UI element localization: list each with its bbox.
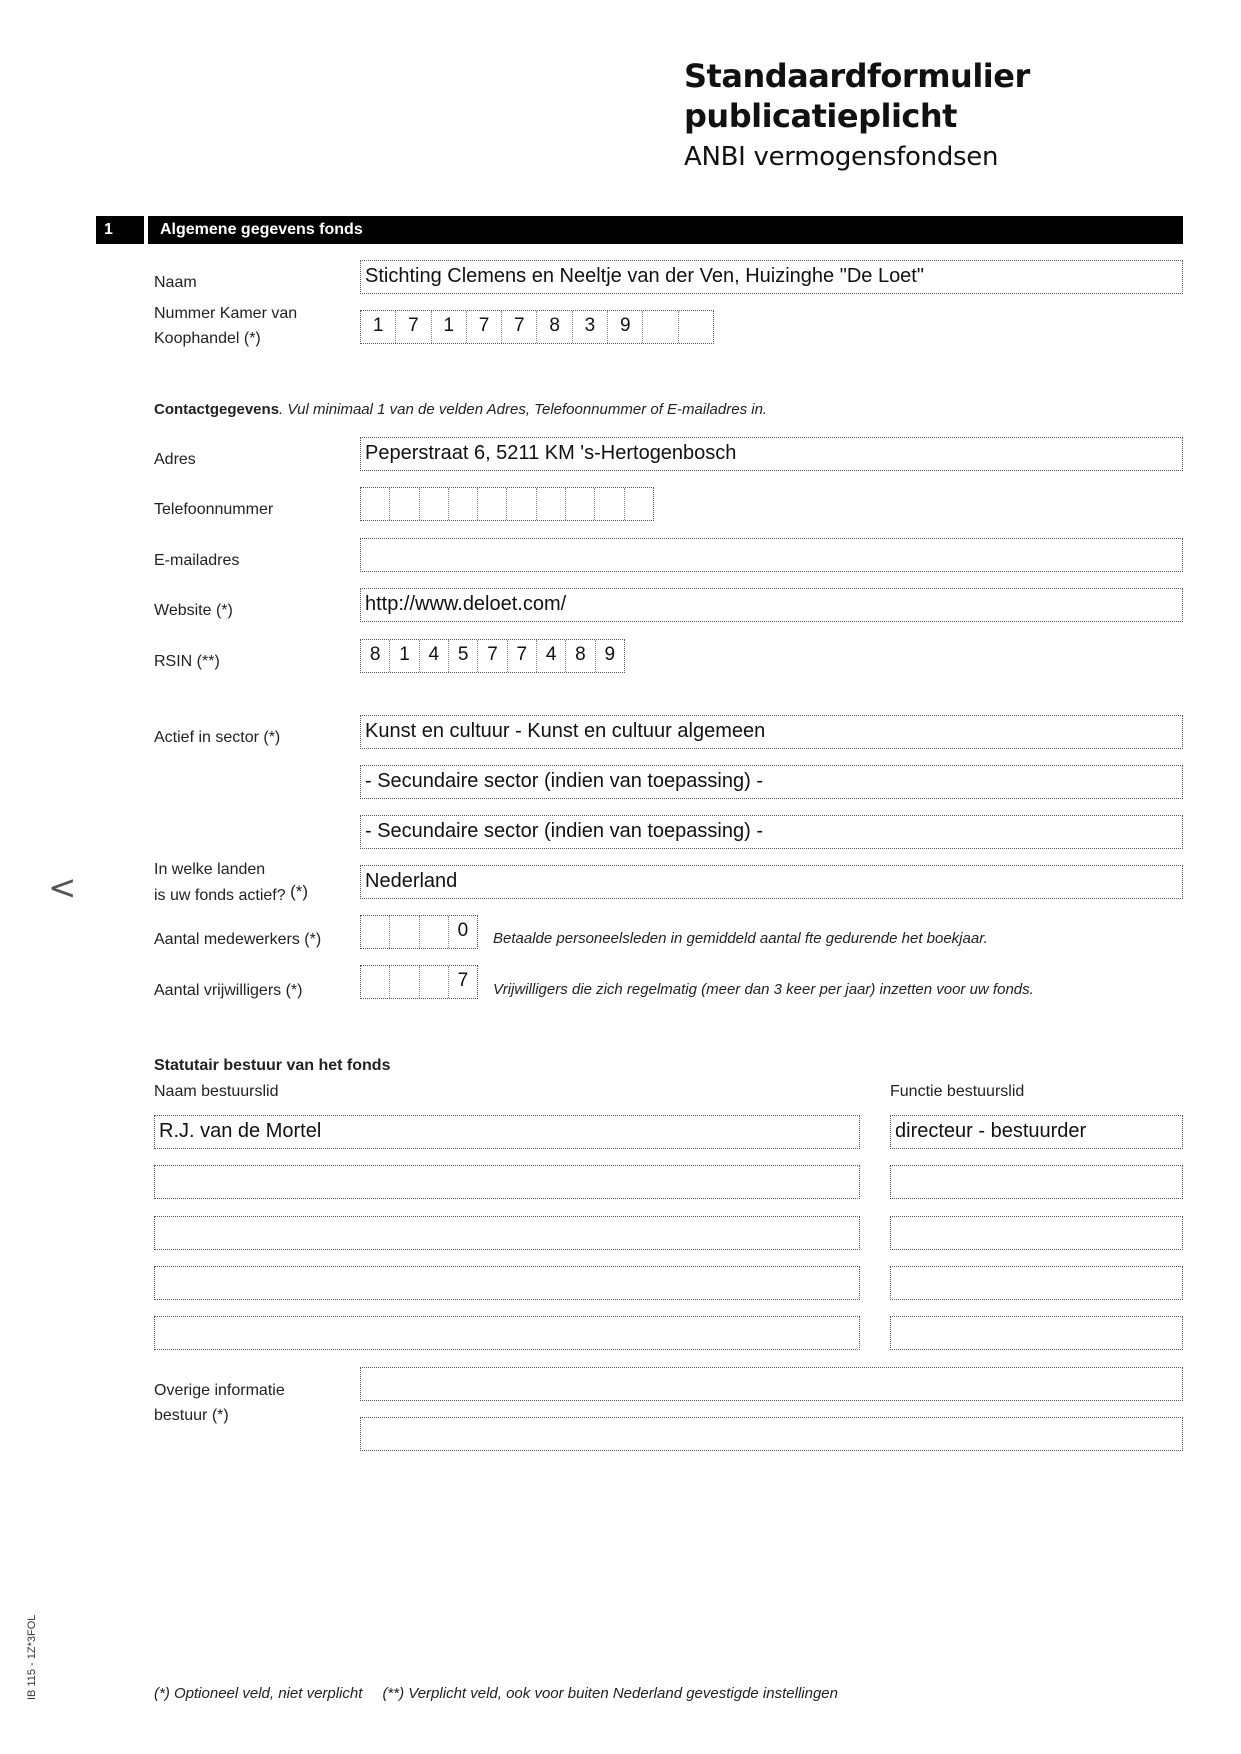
digit-cell: [420, 966, 449, 998]
digit-cell: 9: [608, 311, 643, 343]
digit-cell: [361, 916, 390, 948]
digit-cell: 7: [457, 970, 469, 991]
bestuurslid-functie-field[interactable]: directeur - bestuurder: [890, 1115, 1183, 1149]
sector-primary-select[interactable]: Kunst en cultuur - Kunst en cultuur algemeen: [360, 715, 1183, 749]
bestuur-col-functie: Functie bestuurslid: [890, 1083, 1025, 1100]
digit-cell: 0: [457, 920, 469, 941]
digit-cell: 8: [566, 640, 595, 672]
bestuurslid-functie-field[interactable]: [890, 1216, 1183, 1250]
digit-cell: [449, 488, 478, 520]
form-code: IB 115 - 1Z*3FOL: [26, 1614, 38, 1700]
overig-label-line2: bestuur (*): [154, 1407, 229, 1424]
telefoon-field[interactable]: [360, 487, 654, 521]
digit-cell: [390, 916, 419, 948]
medewerkers-label: Aantal medewerkers (*): [154, 931, 322, 948]
sector-secondary2-select[interactable]: - Secundaire sector (indien van toepassing) -: [360, 815, 1183, 849]
digit-cell: [537, 488, 566, 520]
digit-cell: 5: [449, 640, 478, 672]
naam-field[interactable]: Stichting Clemens en Neeltje van der Ven, Huizinghe "De Loet": [360, 260, 1183, 294]
bestuur-heading: Statutair bestuur van het fonds: [154, 1057, 391, 1074]
digit-cell: [679, 311, 713, 343]
rsin-label: RSIN (**): [154, 653, 220, 670]
bestuurslid-functie-field[interactable]: [890, 1316, 1183, 1350]
landen-label-line1: In welke landen: [154, 861, 266, 878]
bestuurslid-naam-field[interactable]: [154, 1316, 860, 1350]
digit-cell: 9: [604, 644, 616, 665]
naam-label: Naam: [154, 274, 197, 291]
website-field[interactable]: http://www.deloet.com/: [360, 588, 1183, 622]
landen-label-line2: [154, 882, 308, 908]
kvk-label-line1: Nummer Kamer van: [154, 305, 298, 322]
digit-cell: [390, 966, 419, 998]
bestuurslid-naam-field[interactable]: [154, 1216, 860, 1250]
digit-cell: 8: [361, 640, 390, 672]
sector-secondary1-select[interactable]: - Secundaire sector (indien van toepassing) -: [360, 765, 1183, 799]
rsin-field[interactable]: [360, 639, 625, 673]
digit-cell: [420, 488, 449, 520]
email-field[interactable]: [360, 538, 1183, 572]
vrijwilligers-label: Aantal vrijwilligers (*): [154, 982, 303, 999]
digit-cell: [420, 916, 449, 948]
digit-cell: 7: [508, 640, 537, 672]
contact-instructions: [154, 397, 767, 422]
landen-label-suffix: (*): [290, 882, 309, 901]
overig-label-line1: Overige informatie: [154, 1382, 285, 1399]
bestuurslid-naam-field[interactable]: [154, 1266, 860, 1300]
footer-note-required: (**) Verplicht veld, ook voor buiten Nederland gevestigde instellingen: [382, 1685, 838, 1702]
contact-note: . Vul minimaal 1 van de velden Adres, Telefoonnummer of E-mailadres in.: [279, 401, 768, 418]
digit-cell: [478, 488, 507, 520]
medewerkers-hint: Betaalde personeelsleden in gemiddeld aantal fte gedurende het boekjaar.: [493, 930, 988, 947]
digit-cell: [566, 488, 595, 520]
landen-field[interactable]: Nederland: [360, 865, 1183, 899]
section-number: 1: [96, 216, 148, 244]
digit-cell: [390, 488, 419, 520]
bestuurslid-functie-field[interactable]: [890, 1165, 1183, 1199]
digit-cell: [507, 488, 536, 520]
digit-cell: [595, 488, 624, 520]
footer-note-optional: (*) Optioneel veld, niet verplicht: [154, 1685, 363, 1702]
digit-cell: 1: [361, 311, 396, 343]
digit-cell: 7: [467, 311, 502, 343]
digit-cell: [643, 311, 678, 343]
landen-label-text: is uw fonds actief?: [154, 887, 286, 904]
sector-label: Actief in sector (*): [154, 729, 281, 746]
vrijwilligers-field[interactable]: [360, 965, 478, 999]
adres-field[interactable]: Peperstraat 6, 5211 KM 's-Hertogenbosch: [360, 437, 1183, 471]
overig-field-2[interactable]: [360, 1417, 1183, 1451]
adres-label: Adres: [154, 451, 196, 468]
digit-cell: 3: [573, 311, 608, 343]
kvk-number-field[interactable]: [360, 310, 714, 344]
footer-notes: [154, 1685, 838, 1702]
digit-cell: 7: [478, 640, 507, 672]
telefoon-label: Telefoonnummer: [154, 501, 274, 518]
website-label: Website (*): [154, 602, 233, 619]
digit-cell: 8: [537, 311, 572, 343]
digit-cell: 7: [396, 311, 431, 343]
form-title-line2: publicatieplicht: [684, 97, 957, 135]
form-subtitle: ANBI vermogensfondsen: [684, 142, 999, 172]
vrijwilligers-hint: Vrijwilligers die zich regelmatig (meer dan 3 keer per jaar) inzetten voor uw fonds.: [493, 981, 1034, 998]
bestuurslid-naam-field[interactable]: R.J. van de Mortel: [154, 1115, 860, 1149]
digit-cell: 4: [537, 640, 566, 672]
digit-cell: 1: [432, 311, 467, 343]
digit-cell: 7: [502, 311, 537, 343]
section-title: Algemene gegevens fonds: [160, 221, 363, 238]
kvk-label-line2: Koophandel (*): [154, 330, 261, 347]
page-side-mark: <: [48, 868, 77, 908]
overig-field-1[interactable]: [360, 1367, 1183, 1401]
contact-heading: Contactgegevens: [154, 401, 280, 418]
digit-cell: [361, 488, 390, 520]
bestuurslid-functie-field[interactable]: [890, 1266, 1183, 1300]
bestuur-col-naam: Naam bestuurslid: [154, 1083, 279, 1100]
digit-cell: 1: [390, 640, 419, 672]
medewerkers-field[interactable]: [360, 915, 478, 949]
form-title-line1: Standaardformulier: [684, 57, 1030, 95]
bestuurslid-naam-field[interactable]: [154, 1165, 860, 1199]
email-label: E-mailadres: [154, 552, 240, 569]
digit-cell: [625, 488, 653, 520]
digit-cell: 4: [420, 640, 449, 672]
digit-cell: [361, 966, 390, 998]
